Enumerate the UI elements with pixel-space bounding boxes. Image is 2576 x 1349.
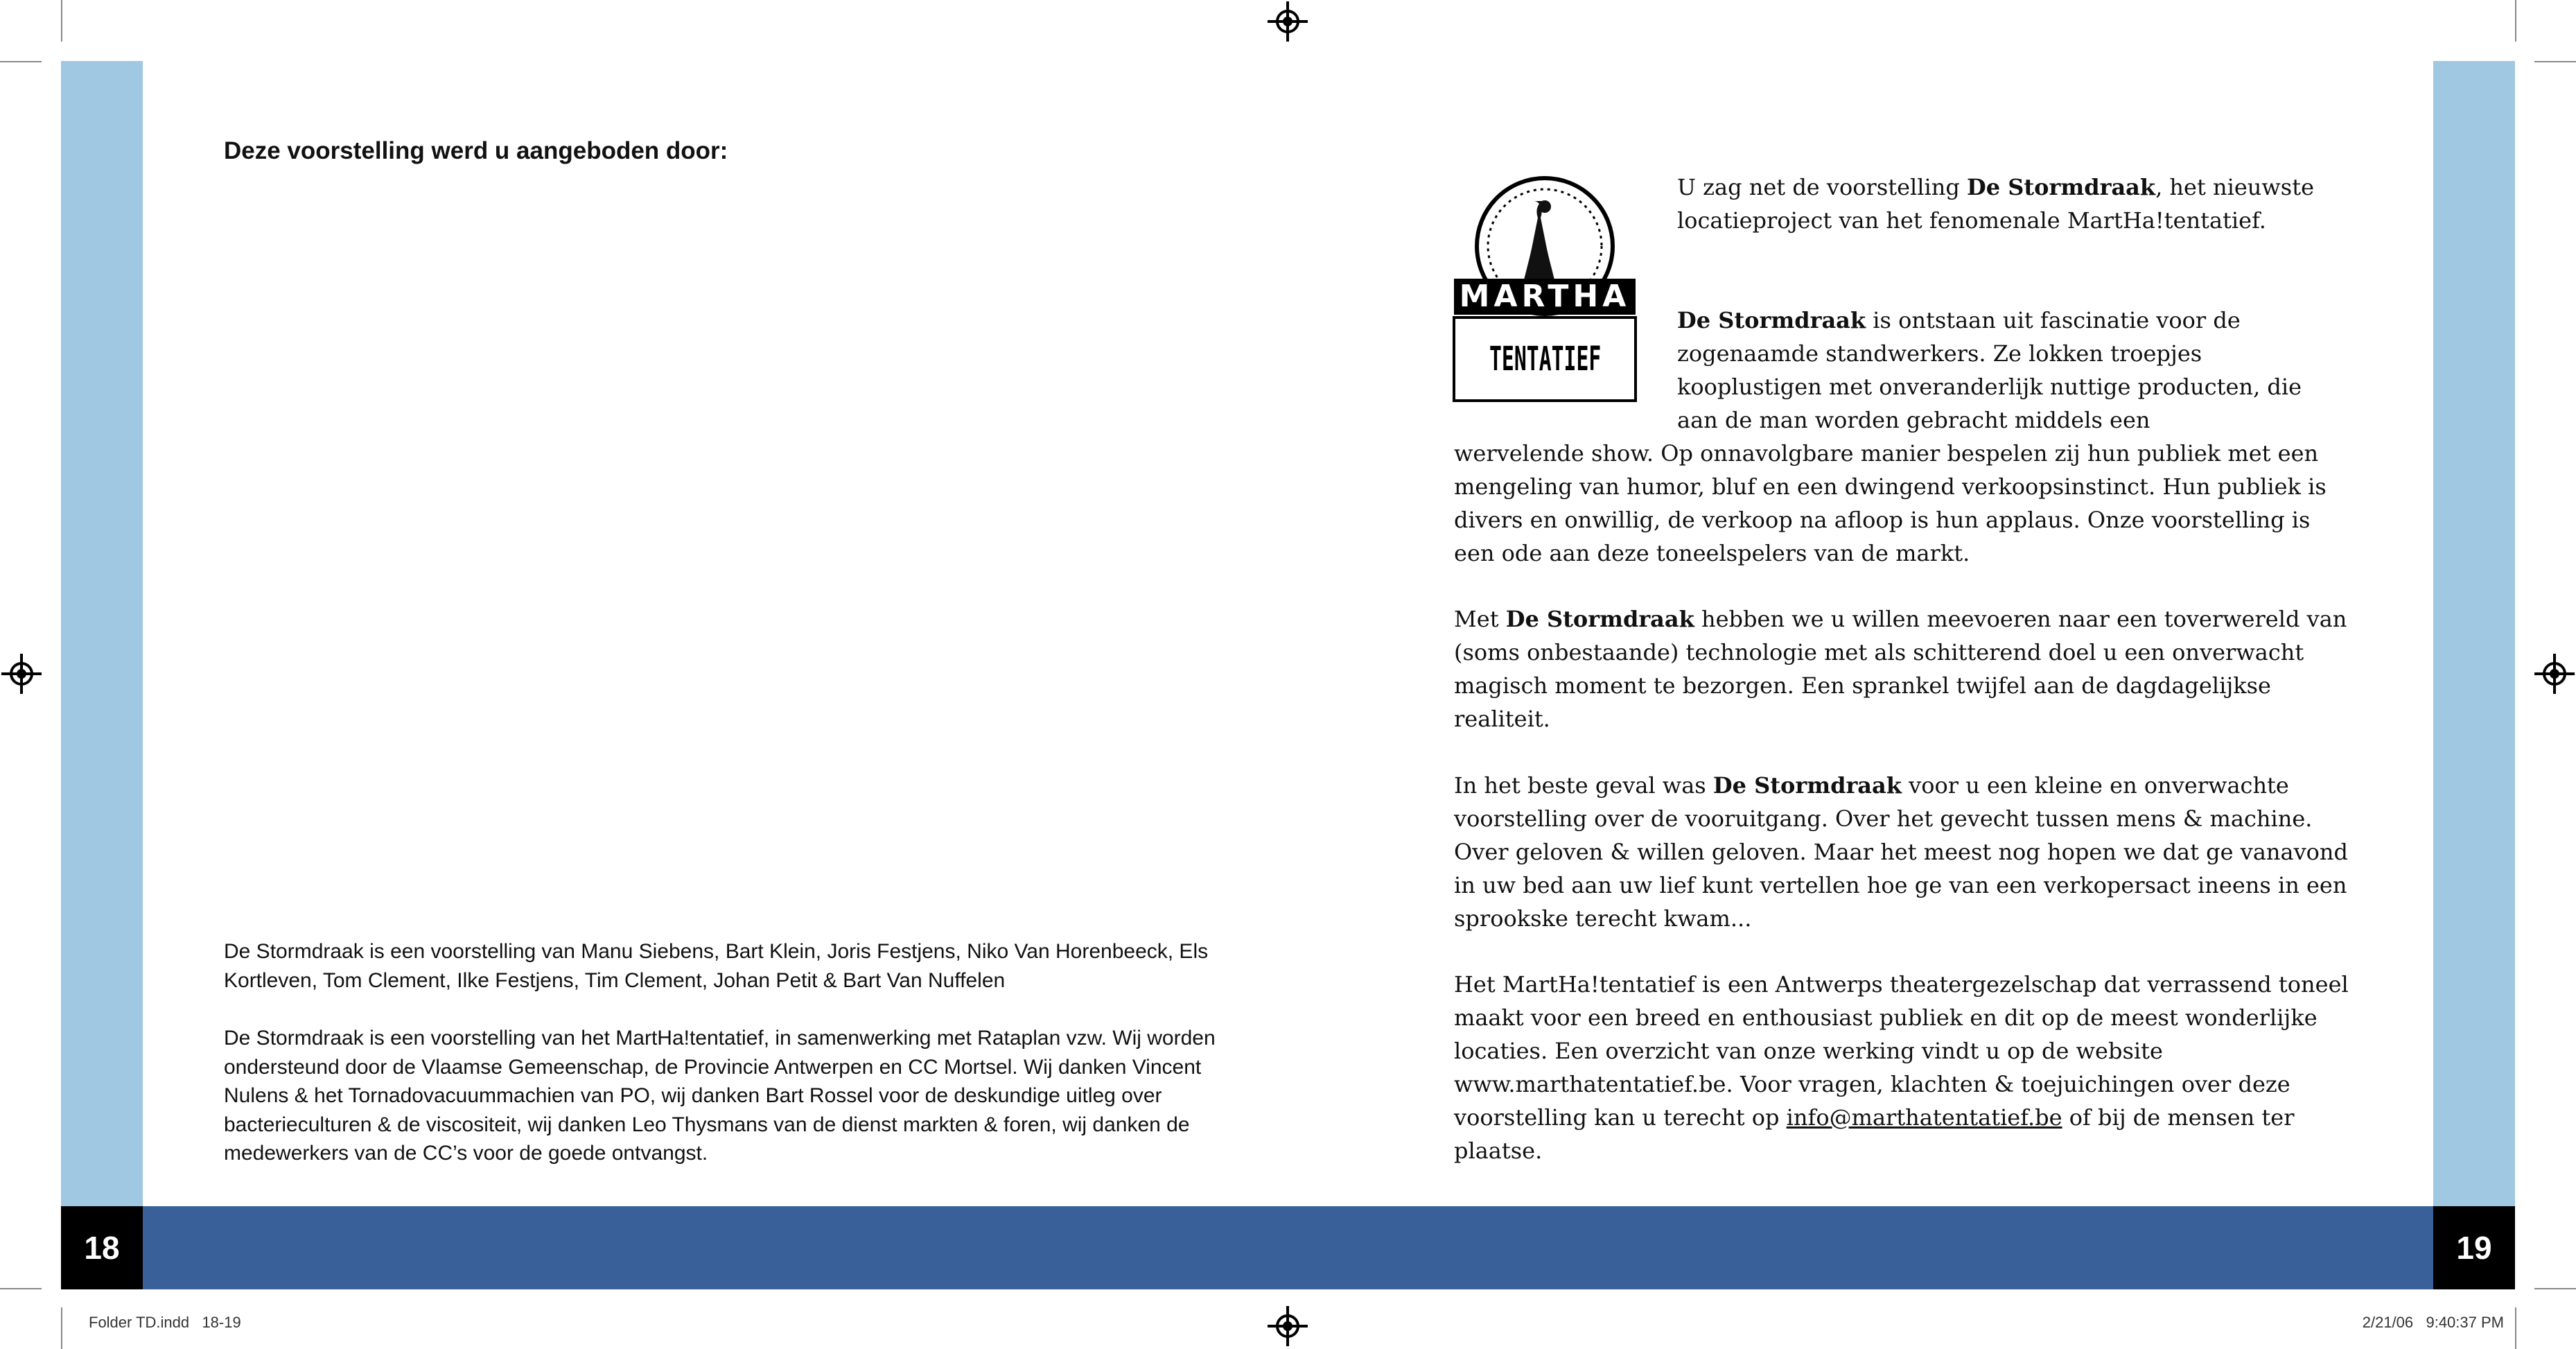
show-title-bold: De Stormdraak (1505, 606, 1694, 632)
logo-line-martha: MARTHA (1459, 279, 1631, 314)
intro-text-c: , het nieuwste locatieproject van het fenomenale MartHa!tentatief. (1677, 174, 2314, 234)
crop-mark (2515, 1307, 2516, 1349)
logo-line-tentatief: TENTATIEF (1489, 340, 1602, 378)
registration-mark-icon (1276, 10, 1299, 33)
crop-mark (0, 61, 42, 62)
vooruitgang-paragraph (1454, 769, 2355, 935)
intro-paragraph (1677, 171, 2329, 237)
show-title-bold: De Stormdraak (1967, 174, 2156, 200)
email-link[interactable]: info@marthatentatief.be (1786, 1104, 2062, 1131)
company-paragraph (1454, 968, 2362, 1167)
p5-text-a: Het MartHa!tentatief is een Antwerps theatergezelschap dat verrassend toneel maakt voor een breed en enthousiast publiek en dit op de meest wonderlijke locaties. Een overzicht van onze werking vindt u op de website www.marthatentatief.be. Voor vragen, klachten & toejuichingen over deze voorstelling kan u terecht op (1454, 971, 2349, 1131)
registration-mark-icon (2543, 662, 2566, 686)
origin-paragraph-top (1677, 304, 2329, 437)
martha-tentatief-logo (1453, 173, 1637, 402)
crop-mark (0, 1288, 42, 1289)
sponsor-heading: Deze voorstelling werd u aangeboden door: (224, 137, 728, 164)
origin-paragraph-bottom (1454, 437, 2355, 570)
bottom-band (61, 1206, 2515, 1289)
p4-text-a: In het beste geval was (1454, 772, 1713, 799)
crop-mark (2534, 61, 2576, 62)
p3-text-c: hebben we u willen meevoeren naar een toverwereld van (soms onbestaande) technologie met als schitterend doel u een onverwacht magisch moment te bezorgen. Een sprankel twijfel aan de dagdagelijkse realiteit. (1454, 606, 2347, 732)
crop-mark (2534, 1288, 2576, 1289)
slug-filename: Folder TD.indd 18-19 (89, 1314, 241, 1331)
p3-text-a: Met (1454, 606, 1506, 632)
registration-mark-icon (10, 662, 33, 686)
credits-paragraph-cast: De Stormdraak is een voorstelling van Manu Siebens, Bart Klein, Joris Festjens, Niko Van Horenbeeck, Els Kortleven, Tom Clement, Ilke Festjens, Tim Clement, Johan Petit & Bart Van Nuffelen (224, 940, 1209, 992)
credits-paragraph-thanks: De Stormdraak is een voorstelling van het MartHa!tentatief, in samenwerking met Rataplan vzw. Wij worden ondersteund door de Vlaamse Gemeenschap, de Provincie Antwerpen en CC Mortsel. Wij danken Vincent Nulens & het Tornadovacuummachien van PO, wij danken Bart Rossel voor de deskundige uitleg over bacterieculturen & de viscositeit, wij danken Leo Thysmans van de dienst markten & foren, wij danken de medewerkers van de CC’s voor de goede ontvangst. (224, 1027, 1216, 1165)
origin-text-a: is ontstaan uit fascinatie voor de zogenaamde standwerkers. Ze lokken troepjes kooplustigen met onveranderlijk nuttige producten, die aan de man worden gebracht middels een (1677, 307, 2302, 433)
show-title-bold: De Stormdraak (1712, 772, 1902, 799)
left-side-bar (61, 61, 143, 1206)
registration-mark-icon (1276, 1314, 1299, 1338)
toverwereld-paragraph (1454, 602, 2355, 736)
show-title-bold: De Stormdraak (1677, 307, 1866, 333)
page-number-right: 19 (2433, 1206, 2515, 1289)
slug-timestamp: 2/21/06 9:40:37 PM (2362, 1314, 2504, 1331)
page-number-left: 18 (61, 1206, 143, 1289)
right-side-bar (2433, 61, 2515, 1206)
intro-text-a: U zag net de voorstelling (1677, 174, 1967, 200)
p4-text-c: voor u een kleine en onverwachte voorstelling over de vooruitgang. Over het gevecht tussen mens & machine. Over geloven & willen geloven. Maar het meest nog hopen we dat ge vanavond in uw bed aan uw lief kunt vertellen hoe ge van een verkopersact ineens in een sprookske terecht kwam... (1454, 772, 2349, 932)
crop-mark (61, 0, 62, 42)
crop-mark (61, 1307, 62, 1349)
origin-text-c: wervelende show. Op onnavolgbare manier bespelen zij hun publiek met een mengeling van humor, bluf en een dwingend verkoopsinstinct. Hun publiek is divers en onwillig, de verkoop na afloop is hun applaus. Onze voorstelling is een ode aan deze toneelspelers van de markt. (1454, 440, 2327, 566)
crop-mark (2515, 0, 2516, 42)
p5-text-c: of bij de mensen ter plaatse. (1454, 1104, 2295, 1164)
